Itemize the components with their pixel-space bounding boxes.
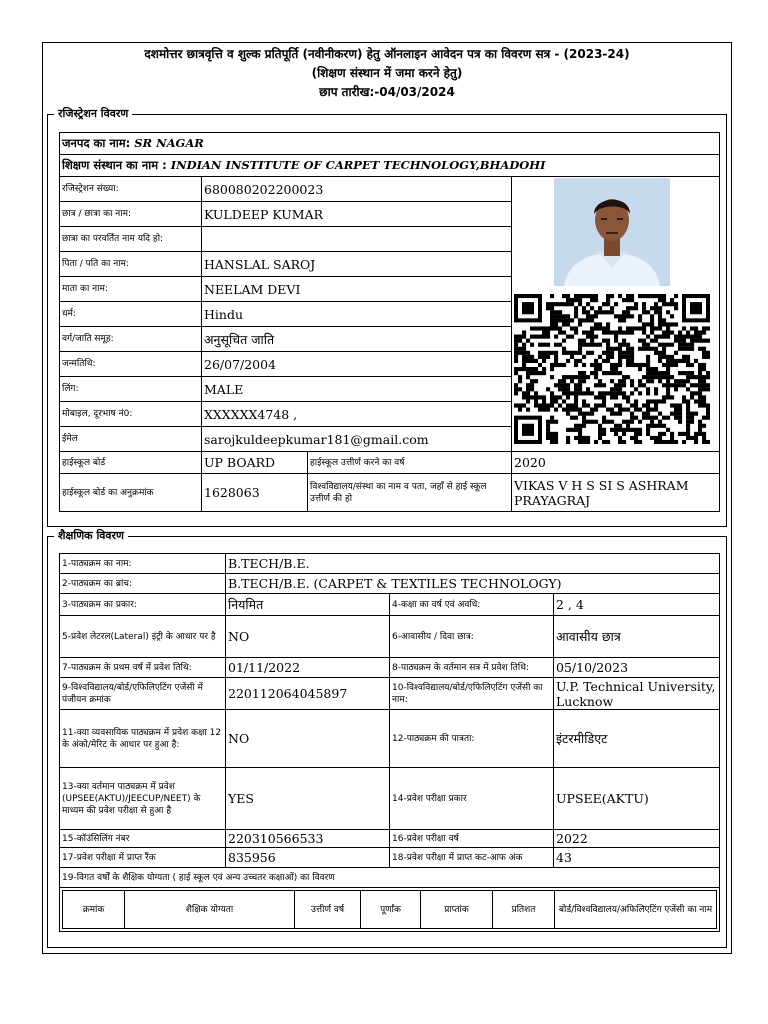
registration-field-value: अनुसूचित जाति [202,327,512,352]
registration-field-label: मोबाइल, दूरभाष नं0: [60,402,202,427]
registration-field-value [202,227,512,252]
education-row [60,768,720,830]
education-field-value: NO [226,710,390,768]
hs-roll-value: 1628063 [202,474,308,512]
branch-label: 2-पाठ्यक्रम का ब्रांच: [60,574,226,594]
education-legend: शैक्षणिक विवरण [54,528,128,544]
education-field-label: 16-प्रवेश परीक्षा वर्ष [390,830,554,848]
past-education-header: शैक्षिक योग्यता [125,891,295,929]
education-field-label: 3-पाठ्यक्रम का प्रकार: [60,594,226,616]
institute-label: शिक्षण संस्थान का नाम : [62,158,167,172]
registration-field-label: धर्म: [60,302,202,327]
print-date: छाप तारीख:-04/03/2024 [319,85,455,99]
education-row [60,616,720,658]
registration-field-value: Hindu [202,302,512,327]
education-field-value: 2 , 4 [554,594,720,616]
education-row [60,848,720,868]
past-education-header: पूर्णांक [361,891,421,929]
form-subtitle: (शिक्षण संस्थान में जमा करने हेतु) [311,66,463,80]
past-education-header: बोर्ड/विश्वविद्यालय/अफिलिएटिंग एजेंसी का नाम [555,891,717,929]
registration-field-value: sarojkuldeepkumar181@gmail.com [202,427,512,452]
education-field-label: 11-क्या व्यवसायिक पाठ्यक्रम में प्रवेश कक्षा 12 के अंको/मेरिट के आधार पर हुआ है: [60,710,226,768]
district-row [60,133,720,155]
education-field-label: 13-क्या वर्तमान पाठ्यक्रम में प्रवेश (UPSEE(AKTU)/JEECUP/NEET) के माध्यम की प्रवेश परीक्षा से हुआ है [60,768,226,830]
education-field-value: 220112064045897 [226,678,390,710]
education-row [60,830,720,848]
education-field-value: 43 [554,848,720,868]
registration-field-label: ईमेल [60,427,202,452]
form-header [43,43,731,102]
registration-field-value: XXXXXX4748 , [202,402,512,427]
education-row [60,658,720,678]
education-field-value: 220310566533 [226,830,390,848]
registration-legend: रजिस्ट्रेशन विवरण [54,106,132,122]
education-field-value: नियमित [226,594,390,616]
education-field-label: 9-विश्वविद्यालय/बोर्ड/एफिलिएटिंग एजेंसी में पंजीयन क्रमांक [60,678,226,710]
hs-year-value: 2020 [512,452,720,474]
past-education-header: उत्तीर्ण वर्ष [295,891,361,929]
institute-row [60,155,720,177]
education-field-value: 835956 [226,848,390,868]
registration-field-label: वर्ग/जाति समूह: [60,327,202,352]
branch-value: B.TECH/B.E. (CARPET & TEXTILES TECHNOLOGY) [226,574,720,594]
hs-school-label: विश्वविद्यालय/संस्था का नाम व पता, जहाँ से हाई स्कूल उत्तीर्ण की हो [308,474,512,512]
education-field-value: 05/10/2023 [554,658,720,678]
registration-field-value: NEELAM DEVI [202,277,512,302]
education-field-label: 12-पाठ्यक्रम की पात्रता: [390,710,554,768]
education-field-label: 17-प्रवेश परीक्षा में प्राप्त रैंक [60,848,226,868]
registration-field-label: पिता / पति का नाम: [60,252,202,277]
registration-field-value: 26/07/2004 [202,352,512,377]
registration-field-value: HANSLAL SAROJ [202,252,512,277]
education-field-label: 4-कक्षा का वर्ष एवं अवधि: [390,594,554,616]
registration-field-value: 680080202200023 [202,177,512,202]
education-field-value: YES [226,768,390,830]
hs-school-value: VIKAS V H S SI S ASHRAM PRAYAGRAJ [512,474,720,512]
district-label: जनपद का नाम: [62,136,131,150]
education-field-value: 01/11/2022 [226,658,390,678]
district-value: SR NAGAR [134,136,204,150]
past-education-header: प्रतिशत [493,891,555,929]
qr-code [514,294,710,444]
education-row [60,678,720,710]
registration-field-label: रजिस्ट्रेशन संख्या: [60,177,202,202]
education-field-label: 15-कॉउंसिलिंग नंबर [60,830,226,848]
education-field-label: 18-प्रवेश परीक्षा में प्राप्त कट-आफ अंक [390,848,554,868]
education-row [60,594,720,616]
past-education-header: प्राप्तांक [421,891,493,929]
form-title: दशमोत्तर छात्रवृत्ति व शुल्क प्रतिपूर्ति (नवीनीकरण) हेतु ऑनलाइन आवेदन पत्र का विवरण सत्र - (2023-24) [144,47,630,61]
education-field-value: UPSEE(AKTU) [554,768,720,830]
education-table [59,553,720,932]
hs-roll-label: हाईस्कूल बोर्ड का अनुक्रमांक [60,474,202,512]
past-education-header: क्रमांक [63,891,125,929]
registration-field-value: KULDEEP KUMAR [202,202,512,227]
education-row [60,710,720,768]
course-name-value: B.TECH/B.E. [226,554,720,574]
qr-code-icon [514,294,710,444]
education-field-value: आवासीय छात्र [554,616,720,658]
registration-field-label: लिंग: [60,377,202,402]
education-field-value: इंटरमीडिएट [554,710,720,768]
education-field-label: 7-पाठ्यक्रम के प्रथम वर्ष में प्रवेश तिथि: [60,658,226,678]
education-section [47,529,727,948]
past-education-label: 19-विगत वर्षों के शैक्षिक योग्यता ( हाई स्कूल एवं अन्य उच्चतर कक्षाओं) का विवरण [60,868,720,888]
registration-field-value: MALE [202,377,512,402]
education-field-value: NO [226,616,390,658]
education-field-label: 5-प्रवेश लेटरल(Lateral) इंट्री के आधार पर है [60,616,226,658]
education-field-label: 14-प्रवेश परीक्षा प्रकार [390,768,554,830]
course-name-label: 1-पाठ्यक्रम का नाम: [60,554,226,574]
education-field-value: U.P. Technical University, Lucknow [554,678,720,710]
education-field-label: 10-विश्वविद्यालय/बोर्ड/एफिलिएटिंग एजेंसी का नाम: [390,678,554,710]
photo-qr-column [508,176,716,448]
student-photo-icon [554,178,670,286]
past-education-cell [60,888,720,932]
registration-field-label: छात्रा का परवर्तित नाम यदि हो: [60,227,202,252]
institute-value: INDIAN INSTITUTE OF CARPET TECHNOLOGY,BHADOHI [170,158,546,172]
education-field-label: 6-आवासीय / दिवा छात्र: [390,616,554,658]
hs-board-label: हाईस्कूल बोर्ड [60,452,202,474]
past-education-table [62,890,717,929]
hs-year-label: हाईस्कूल उत्तीर्ण करने का वर्ष [308,452,512,474]
education-field-label: 8-पाठ्यक्रम के वर्तमान सत्र में प्रवेश तिथि: [390,658,554,678]
student-photo [554,178,670,286]
registration-field-label: माता का नाम: [60,277,202,302]
hs-board-value: UP BOARD [202,452,308,474]
registration-field-label: छात्र / छात्रा का नाम: [60,202,202,227]
education-field-value: 2022 [554,830,720,848]
registration-field-label: जन्मतिथि: [60,352,202,377]
